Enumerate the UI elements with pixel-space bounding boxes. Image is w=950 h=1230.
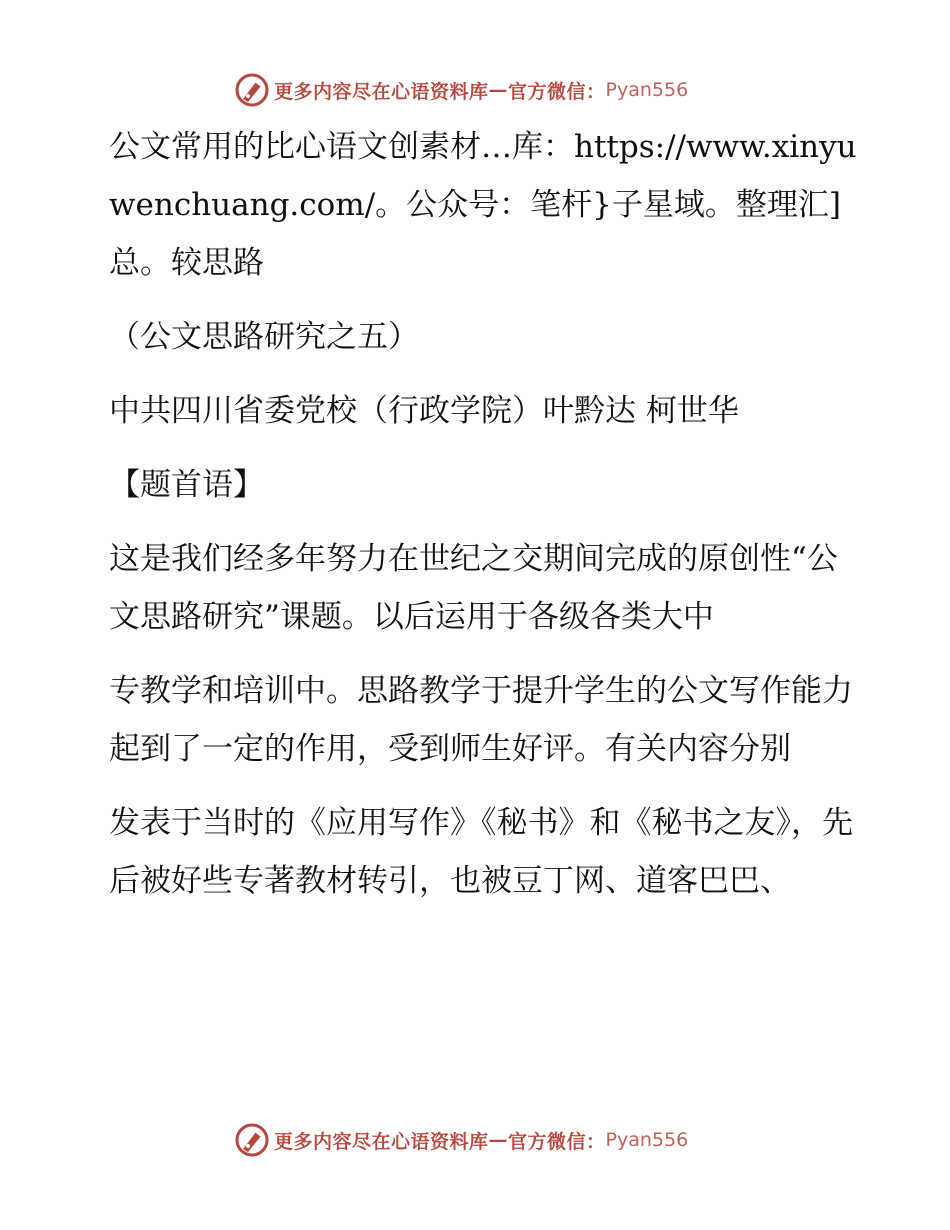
banner-wechat-label: 官方微信： [508, 80, 606, 103]
banner-tagline: 更多内容尽在心语资料库 [274, 80, 489, 103]
header-watermark-banner [0, 70, 950, 110]
series-subtitle: （公文思路研究之五） [109, 319, 419, 355]
body-paragraph-1: 这是我们经多年努力在世纪之交期间完成的原创性“公文思路研究”课题。以后运用于各级各类大中 [109, 541, 838, 635]
pen-nib-logo-icon [234, 72, 270, 108]
banner-separator: — [488, 1129, 509, 1151]
author-line: 中共四川省委党校（行政学院）叶黔达 柯世华 [109, 393, 739, 429]
body-paragraph-2: 专教学和培训中。思路教学于提升学生的公文写作能力起到了一定的作用，受到师生好评。有关内容分别 [109, 673, 853, 767]
banner-content [234, 1120, 688, 1160]
banner-wechat-id: Pyan556 [605, 79, 689, 101]
document-body [97, 118, 857, 910]
banner-tagline: 更多内容尽在心语资料库 [274, 1130, 489, 1153]
banner-wechat-label: 官方微信： [508, 1130, 606, 1153]
banner-wechat-id: Pyan556 [605, 1129, 689, 1151]
banner-separator: — [488, 79, 509, 101]
intro-paragraph: 公文常用的比心语文创素材…库：https://www.xinyuwenchuang.com/。公众号：笔杆}子星域。整理汇]总。较思路 [109, 129, 857, 281]
body-paragraph-3: 发表于当时的《应用写作》《秘书》和《秘书之友》，先后被好些专著教材转引，也被豆丁网、道客巴巴、 [109, 805, 853, 899]
pen-nib-logo-icon [234, 1122, 270, 1158]
section-heading: 【题首语】 [109, 467, 264, 503]
footer-watermark-banner [0, 1120, 950, 1160]
banner-content [234, 70, 688, 110]
